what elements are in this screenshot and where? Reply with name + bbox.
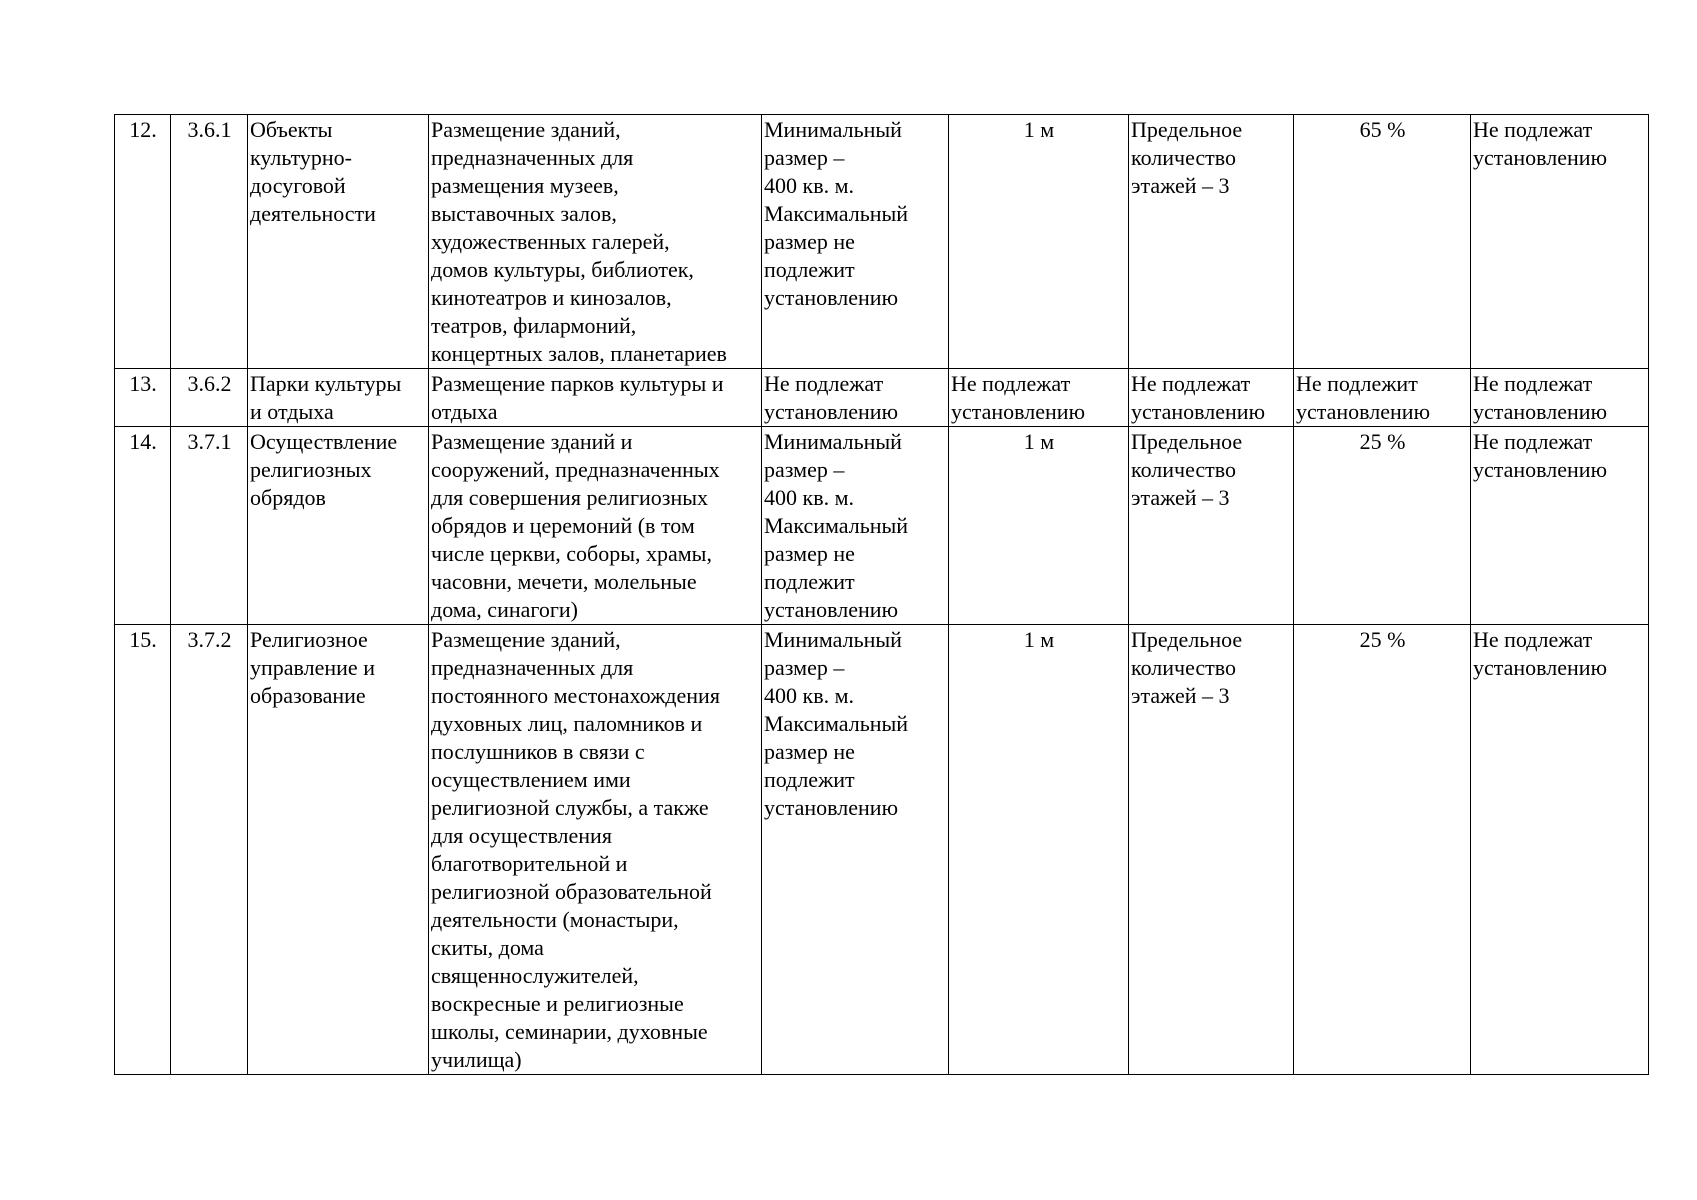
- zoning-table: [114, 114, 1649, 1075]
- row-number: 13.: [115, 369, 171, 427]
- floor-limit: Предельное количество этажей – 3: [1129, 427, 1294, 625]
- setback: 1 м: [949, 625, 1129, 1075]
- plot-size: Минимальный размер – 400 кв. м. Максимальный размер не подлежит установлению: [762, 427, 949, 625]
- table-row: [115, 625, 1649, 1075]
- use-name: Парки культуры и отдыха: [248, 369, 429, 427]
- use-code: 3.6.1: [171, 115, 248, 369]
- table-row: [115, 369, 1649, 427]
- use-name: Объекты культурно- досуговой деятельности: [248, 115, 429, 369]
- plot-size: Минимальный размер – 400 кв. м. Максимальный размер не подлежит установлению: [762, 625, 949, 1075]
- plot-size: Не подлежат установлению: [762, 369, 949, 427]
- floor-limit: Предельное количество этажей – 3: [1129, 625, 1294, 1075]
- use-description: Размещение парков культуры и отдыха: [429, 369, 762, 427]
- use-code: 3.7.1: [171, 427, 248, 625]
- use-description: Размещение зданий и сооружений, предназначенных для совершения религиозных обрядов и церемоний (в том числе церкви, соборы, храмы, часовни, мечети, молельные дома, синагоги): [429, 427, 762, 625]
- coverage: 25 %: [1294, 427, 1471, 625]
- use-description: Размещение зданий, предназначенных для постоянного местонахождения духовных лиц, паломников и послушников в связи с осуществлением ими религиозной службы, а также для осуществления благотворительной и религиозной образовательной деятельности (монастыри, скиты, дома священнослужителей, воскресные и религиозные школы, семинарии, духовные училища): [429, 625, 762, 1075]
- coverage: 25 %: [1294, 625, 1471, 1075]
- use-description: Размещение зданий, предназначенных для размещения музеев, выставочных залов, художественных галерей, домов культуры, библиотек, кинотеатров и кинозалов, театров, филармоний, концертных залов, планетариев: [429, 115, 762, 369]
- row-number: 12.: [115, 115, 171, 369]
- use-name: Религиозное управление и образование: [248, 625, 429, 1075]
- table-row: [115, 427, 1649, 625]
- setback: Не подлежат установлению: [949, 369, 1129, 427]
- setback: 1 м: [949, 115, 1129, 369]
- coverage: 65 %: [1294, 115, 1471, 369]
- other-params: Не подлежат установлению: [1471, 115, 1649, 369]
- row-number: 14.: [115, 427, 171, 625]
- floor-limit: Предельное количество этажей – 3: [1129, 115, 1294, 369]
- other-params: Не подлежат установлению: [1471, 625, 1649, 1075]
- coverage: Не подлежит установлению: [1294, 369, 1471, 427]
- other-params: Не подлежат установлению: [1471, 427, 1649, 625]
- use-name: Осуществление религиозных обрядов: [248, 427, 429, 625]
- floor-limit: Не подлежат установлению: [1129, 369, 1294, 427]
- other-params: Не подлежат установлению: [1471, 369, 1649, 427]
- table-row: [115, 115, 1649, 369]
- row-number: 15.: [115, 625, 171, 1075]
- setback: 1 м: [949, 427, 1129, 625]
- use-code: 3.7.2: [171, 625, 248, 1075]
- plot-size: Минимальный размер – 400 кв. м. Максимальный размер не подлежит установлению: [762, 115, 949, 369]
- use-code: 3.6.2: [171, 369, 248, 427]
